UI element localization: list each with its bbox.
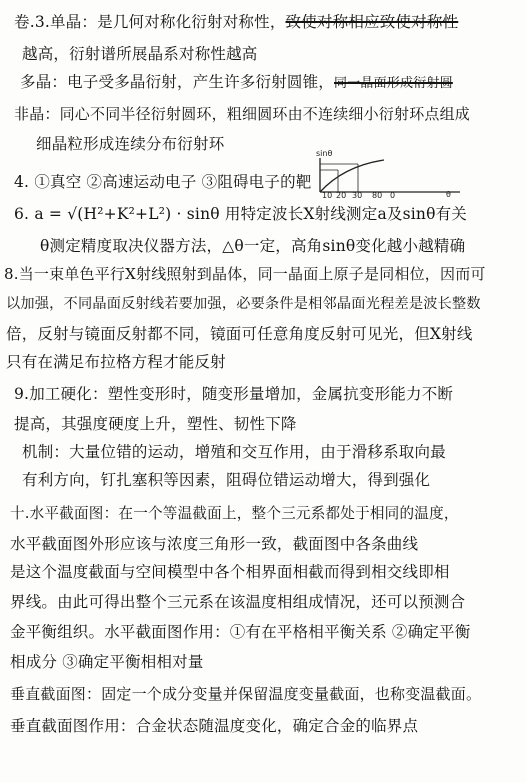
note-line-16: 有利方向，钉扎塞积等因素，阻碍位错运动增大，得到强化 <box>22 471 431 489</box>
note-line-12: 只有在满足布拉格方程才能反射 <box>6 353 226 371</box>
note-line-5: 细晶粒形成连续分布衍射环 <box>36 135 225 153</box>
note-line-24: 垂直截面图作用：合金状态随温度变化，确定合金的临界点 <box>10 717 419 735</box>
note-line-9: 8.当一束单色平行X射线照射到晶体，同一晶面上原子是同相位，因而可 <box>4 265 486 283</box>
note-line-6: 4. ①真空 ②高速运动电子 ③阻碍电子的靶 <box>14 173 312 191</box>
sin-theta-sketch-graph <box>314 148 464 198</box>
note-line-3-struck-text: 同一晶面形成衍射圆 <box>334 76 453 91</box>
graph-tick-4: 80 <box>372 191 383 198</box>
note-line-13: 9.加工硬化：塑性变形时，随变形量增加，金属抗变形能力不断 <box>14 385 454 403</box>
note-line-10: 以加强，不同晶面反射线若要加强，必要条件是相邻晶面光程差是波长整数 <box>6 296 481 312</box>
graph-tick-5: 0 <box>390 191 396 198</box>
note-line-1-struck-text: 致使对称相应致使对称性 <box>285 13 459 31</box>
note-line-23: 垂直截面图：固定一个成分变量并保留温度变量截面，也称变温截面。 <box>10 685 482 703</box>
note-line-11: 倍，反射与镜面反射都不同，镜面可任意角度反射可见光，但X射线 <box>6 325 473 343</box>
note-line-3 <box>20 72 453 94</box>
note-line-4: 非晶：同心不同半径衍射圆环，粗细圆环由不连续细小衍射环点组成 <box>14 105 471 123</box>
graph-tick-3: 30 <box>352 191 363 198</box>
note-line-2: 越高，衍射谱所展晶系对称性越高 <box>22 45 258 63</box>
note-line-17: 十.水平截面图：在一个等温截面上，整个三元系都处于相同的温度， <box>10 505 459 522</box>
note-line-1 <box>14 12 458 32</box>
note-line-20: 界线。由此可得出整个三元系在该温度相组成情况，还可以预测合 <box>10 593 466 611</box>
graph-tick-1: 10 <box>322 191 333 198</box>
note-line-1-text: 卷.3.单晶：是几何对称化衍射对称性， <box>14 13 286 31</box>
graph-y-label: sinθ <box>316 149 333 158</box>
graph-tick-2: 20 <box>336 191 347 198</box>
note-line-19: 是这个温度截面与空间模型中各个相界面相截而得到相交线即相 <box>10 563 450 581</box>
note-line-14: 提高，其强度硬度上升，塑性、韧性下降 <box>14 415 297 433</box>
note-line-7: 6. a = √(H²+K²+L²) · sinθ 用特定波长X射线测定a及sinθ有关 <box>14 205 468 223</box>
note-line-18: 水平截面图外形应该与浓度三角形一致，截面图中各条曲线 <box>10 535 419 553</box>
graph-curve <box>320 160 384 192</box>
sin-theta-graph-svg <box>314 148 464 198</box>
note-line-15: 机制：大量位错的运动，增殖和交互作用，由于滑移系取向最 <box>22 443 446 461</box>
note-line-3-text: 多晶：电子受多晶衍射，产生许多衍射圆锥， <box>20 73 335 91</box>
note-line-22: 相成分 ③确定平衡相相对量 <box>10 653 204 671</box>
note-line-8: θ测定精度取决仪器方法，△θ一定，高角sinθ变化越小越精确 <box>40 237 466 255</box>
graph-x-label: θ <box>446 190 451 198</box>
note-line-21: 金平衡组织。水平截面图作用：①有在平格相平衡关系 ②确定平衡 <box>10 623 471 641</box>
